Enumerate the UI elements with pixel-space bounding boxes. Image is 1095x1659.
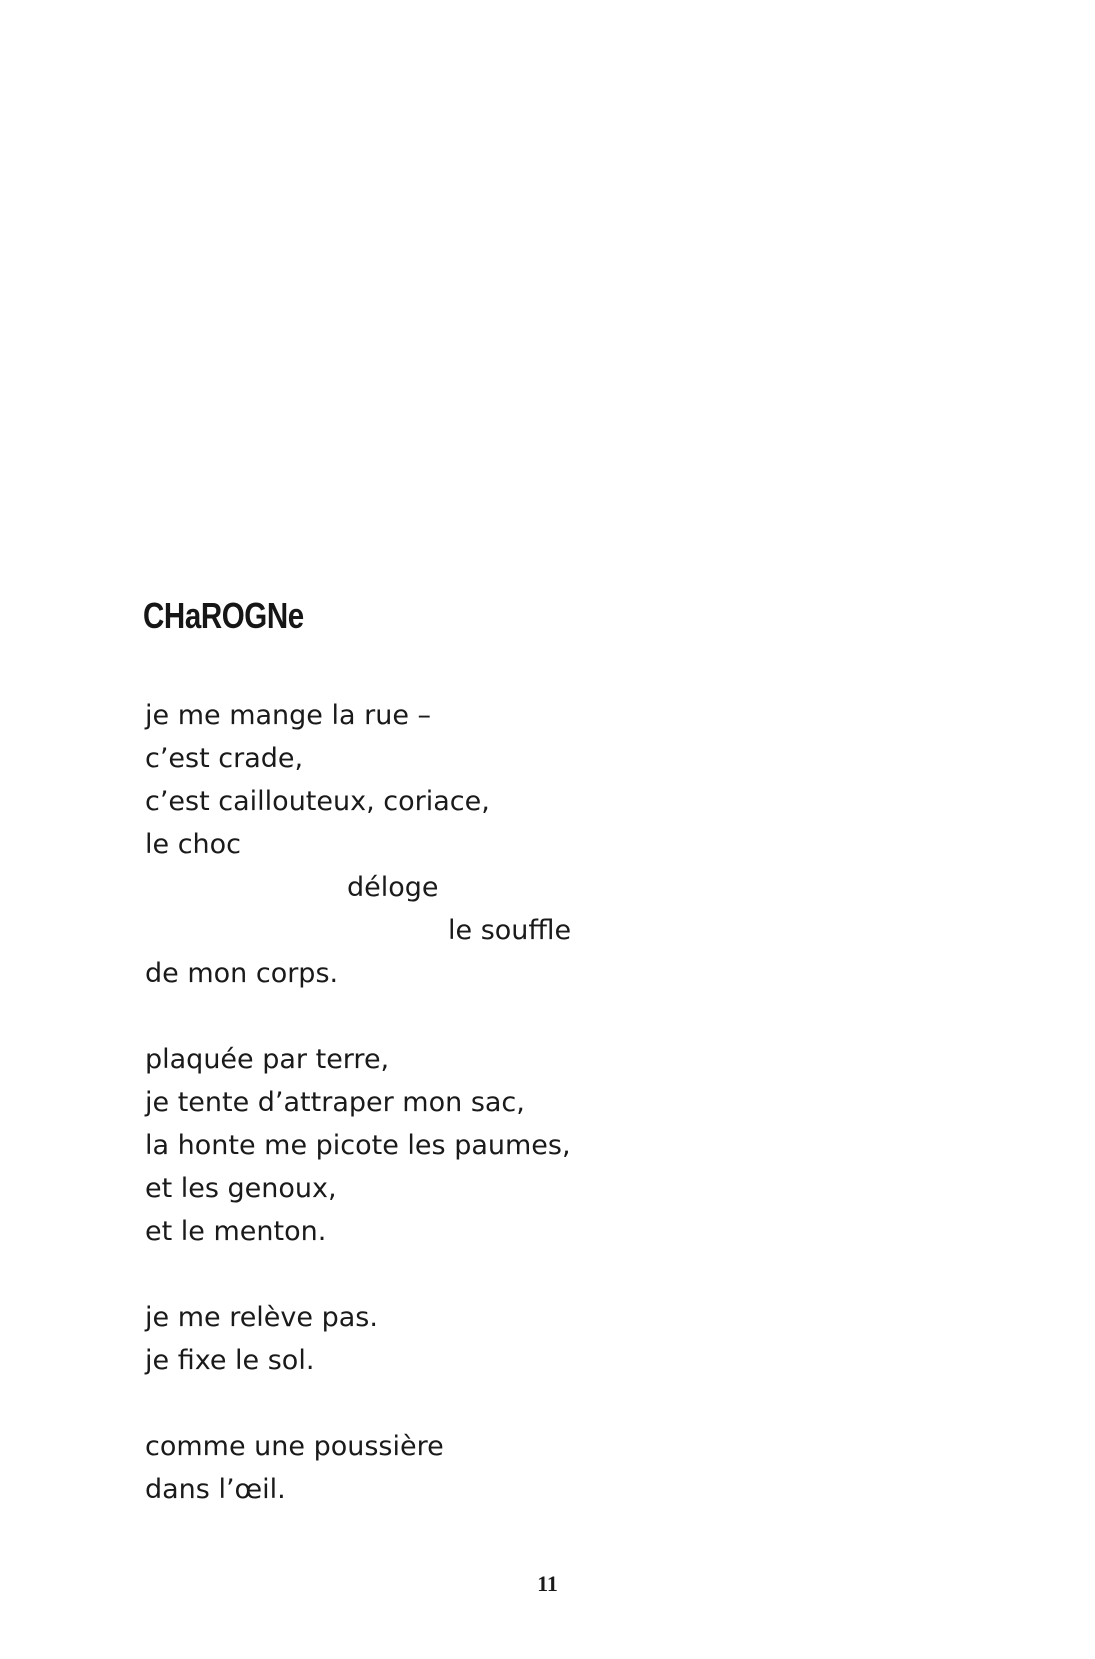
- poem-line: et le menton.: [145, 1216, 327, 1247]
- poem-line: c’est crade,: [145, 743, 304, 774]
- poem-line: comme une poussière: [145, 1431, 444, 1462]
- poem-line: je fixe le sol.: [145, 1345, 315, 1376]
- stanza: [145, 1425, 845, 1511]
- poem-line: plaquée par terre,: [145, 1044, 390, 1075]
- poem-title: CHaROGNe: [143, 595, 304, 636]
- poem-line: de mon corps.: [145, 958, 339, 989]
- poem-line: je tente d’attraper mon sac,: [145, 1087, 525, 1118]
- poem-line-indented: déloge: [347, 872, 439, 903]
- poem-line: et les genoux,: [145, 1173, 337, 1204]
- poem-line: dans l’œil.: [145, 1474, 286, 1505]
- page-number: 11: [537, 1571, 558, 1596]
- poem-line: le choc: [145, 829, 242, 860]
- stanza: [145, 694, 845, 995]
- poem-body: [145, 694, 845, 1511]
- poem-line: c’est caillouteux, coriace,: [145, 786, 490, 817]
- poem-line: la honte me picote les paumes,: [145, 1130, 571, 1161]
- stanza: [145, 1038, 845, 1253]
- poem-line: je me relève pas.: [145, 1302, 378, 1333]
- stanza: [145, 1296, 845, 1382]
- poem-line-indented: le souffle: [448, 915, 572, 946]
- poem-line: je me mange la rue –: [145, 700, 432, 731]
